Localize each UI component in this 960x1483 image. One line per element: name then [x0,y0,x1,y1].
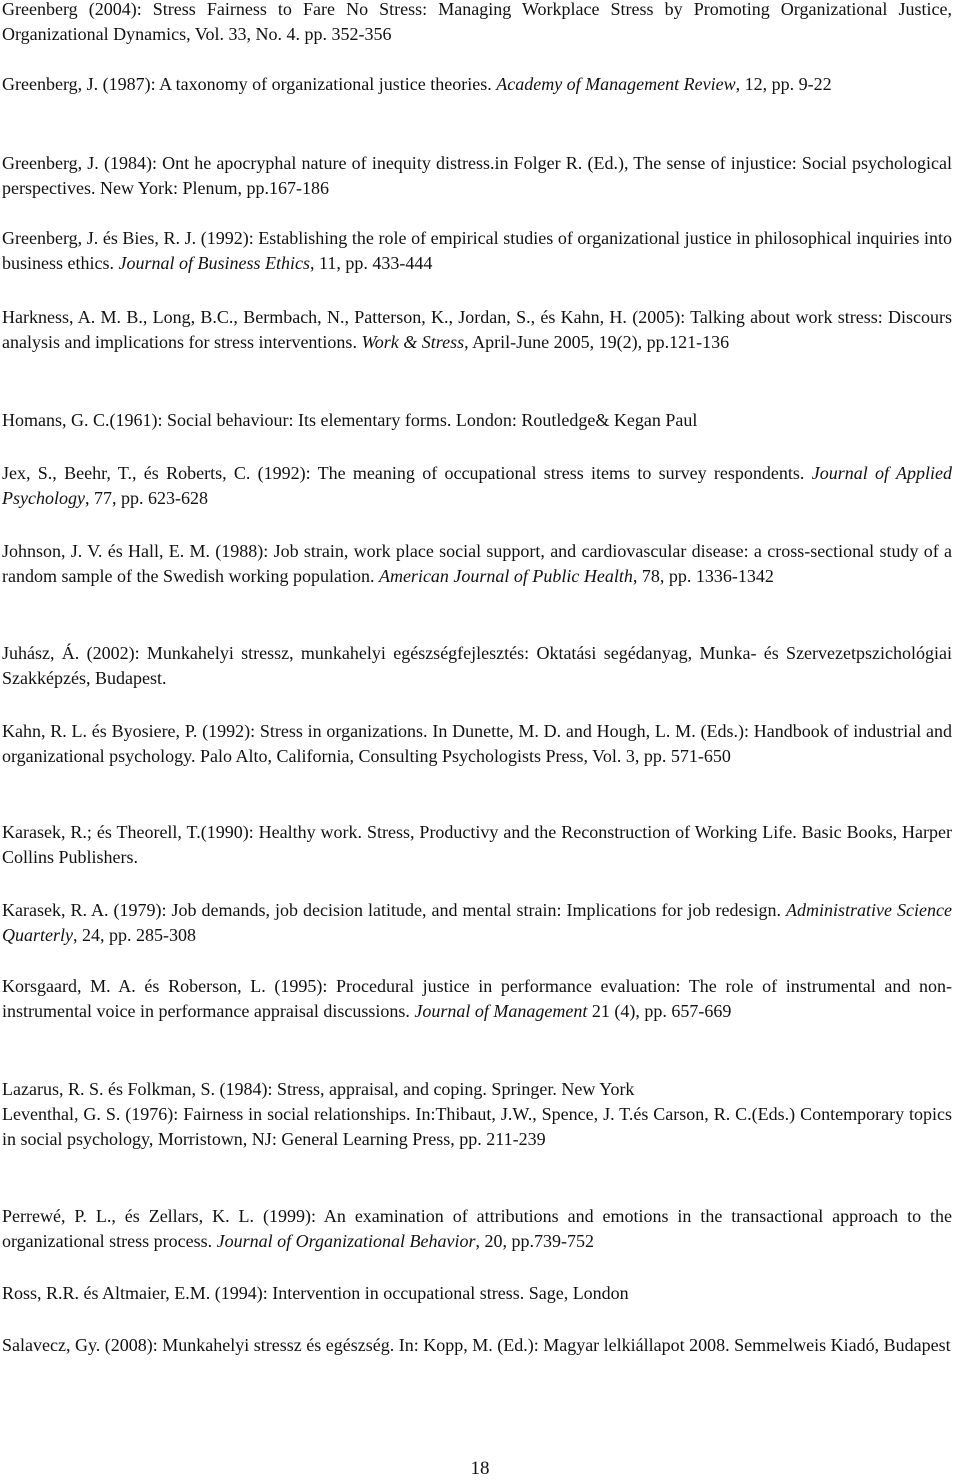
reference-journal-title: Academy of Management Review [496,74,736,94]
reference-text: Karasek, R.; és Theorell, T.(1990): Healthy work. Stress, Productivy and the Reconstruction of Working Life. Basic Books, Harper Collins Publishers. [2,822,952,867]
reference-text: , 11, pp. 433-444 [310,253,433,273]
reference-text: Homans, G. C.(1961): Social behaviour: Its elementary forms. London: Routledge& Kegan Paul [2,410,698,430]
reference-entry [2,539,952,589]
reference-text: Korsgaard, M. A. és Roberson, L. (1995): Procedural justice in performance evaluation: The role of instrumental and non-instrumental voice in performance appraisal discussions. [2,976,952,1021]
reference-text: Johnson, J. V. és Hall, E. M. (1988): Job strain, work place social support, and cardiovascular disease: a cross-sectional study of a random sample of the Swedish working population. [2,541,952,586]
reference-text: , 12, pp. 9-22 [735,74,832,94]
reference-entry [2,461,952,511]
reference-text: , 20, pp.739-752 [475,1231,594,1251]
reference-journal-title: Journal of Applied Psychology [2,463,952,508]
reference-text: Kahn, R. L. és Byosiere, P. (1992): Stress in organizations. In Dunette, M. D. and Hough, L. M. (Eds.): Handbook of industrial and organizational psychology. Palo Alto, California, Consulting Psychologists Press, Vol. 3, pp. 571-650 [2,721,952,766]
reference-journal-title: American Journal of Public Health [378,566,633,586]
reference-text: Greenberg, J. (1987): A taxonomy of organizational justice theories. [2,74,497,94]
reference-entry [2,1102,952,1152]
reference-text: Jex, S., Beehr, T., és Roberts, C. (1992): The meaning of occupational stress items to survey respondents. [2,463,812,483]
reference-journal-title: Journal of Management [414,1001,588,1021]
reference-journal-title: Journal of Organizational Behavior [216,1231,476,1251]
page-number: 18 [470,1458,490,1479]
reference-text: Leventhal, G. S. (1976): Fairness in social relationships. In:Thibaut, J.W., Spence, J. T.és Carson, R. C.(Eds.) Contemporary topics in social psychology, Morristown, NJ: General Learning Press, pp. 211-239 [2,1104,952,1149]
reference-entry [2,226,952,276]
reference-entry [2,719,952,769]
reference-entry [2,1281,952,1306]
reference-journal-title: Work & Stress [361,332,465,352]
reference-text: , 24, pp. 285-308 [73,925,196,945]
reference-entry [2,151,952,201]
reference-text: Perrewé, P. L., és Zellars, K. L. (1999): An examination of attributions and emotions in the transactional approach to the organizational stress process. [2,1206,952,1251]
reference-entry [2,974,952,1024]
reference-entry [2,641,952,691]
reference-text: , 78, pp. 1336-1342 [632,566,774,586]
reference-entry [2,0,952,47]
reference-text: Ross, R.R. és Altmaier, E.M. (1994): Intervention in occupational stress. Sage, London [2,1283,629,1303]
reference-text: Karasek, R. A. (1979): Job demands, job decision latitude, and mental strain: Implications for job redesign. [2,900,787,920]
reference-journal-title: Administrative Science Quarterly [2,900,952,945]
reference-text: Lazarus, R. S. és Folkman, S. (1984): Stress, appraisal, and coping. Springer. New York [2,1079,635,1099]
reference-text: , 77, pp. 623-628 [84,488,208,508]
reference-text: Salavecz, Gy. (2008): Munkahelyi stressz és egészség. In: Kopp, M. (Ed.): Magyar lelkiállapot 2008. Semmelweis Kiadó, Budapest [2,1335,951,1355]
reference-text: Harkness, A. M. B., Long, B.C., Bermbach, N., Patterson, K., Jordan, S., és Kahn, H. (2005): Talking about work stress: Discours analysis and implications for stress interventions. [2,307,952,352]
reference-entry [2,1077,952,1102]
reference-text: Greenberg (2004): Stress Fairness to Fare No Stress: Managing Workplace Stress by Promoting Organizational Justice, Organizational Dynamics, Vol. 33, No. 4. pp. 352-356 [2,0,952,44]
reference-text: Greenberg, J. és Bies, R. J. (1992): Establishing the role of empirical studies of organizational justice in philosophical inquiries into business ethics. [2,228,952,273]
reference-journal-title: Journal of Business Ethics [118,253,310,273]
reference-text: Juhász, Á. (2002): Munkahelyi stressz, munkahelyi egészségfejlesztés: Oktatási segédanyag, Munka- és Szervezetpszichológiai Szakképzés, Budapest. [2,643,952,688]
reference-text: 21 (4), pp. 657-669 [587,1001,732,1021]
reference-entry [2,1204,952,1254]
reference-entry [2,1333,952,1358]
reference-text: , April-June 2005, 19(2), pp.121-136 [464,332,730,352]
reference-entry [2,820,952,870]
reference-entry [2,408,952,433]
reference-entry [2,72,952,97]
reference-text: Greenberg, J. (1984): Ont he apocryphal nature of inequity distress.in Folger R. (Ed.), The sense of injustice: Social psychological perspectives. New York: Plenum, pp.167-186 [2,153,952,198]
reference-entry [2,305,952,355]
reference-entry [2,898,952,948]
